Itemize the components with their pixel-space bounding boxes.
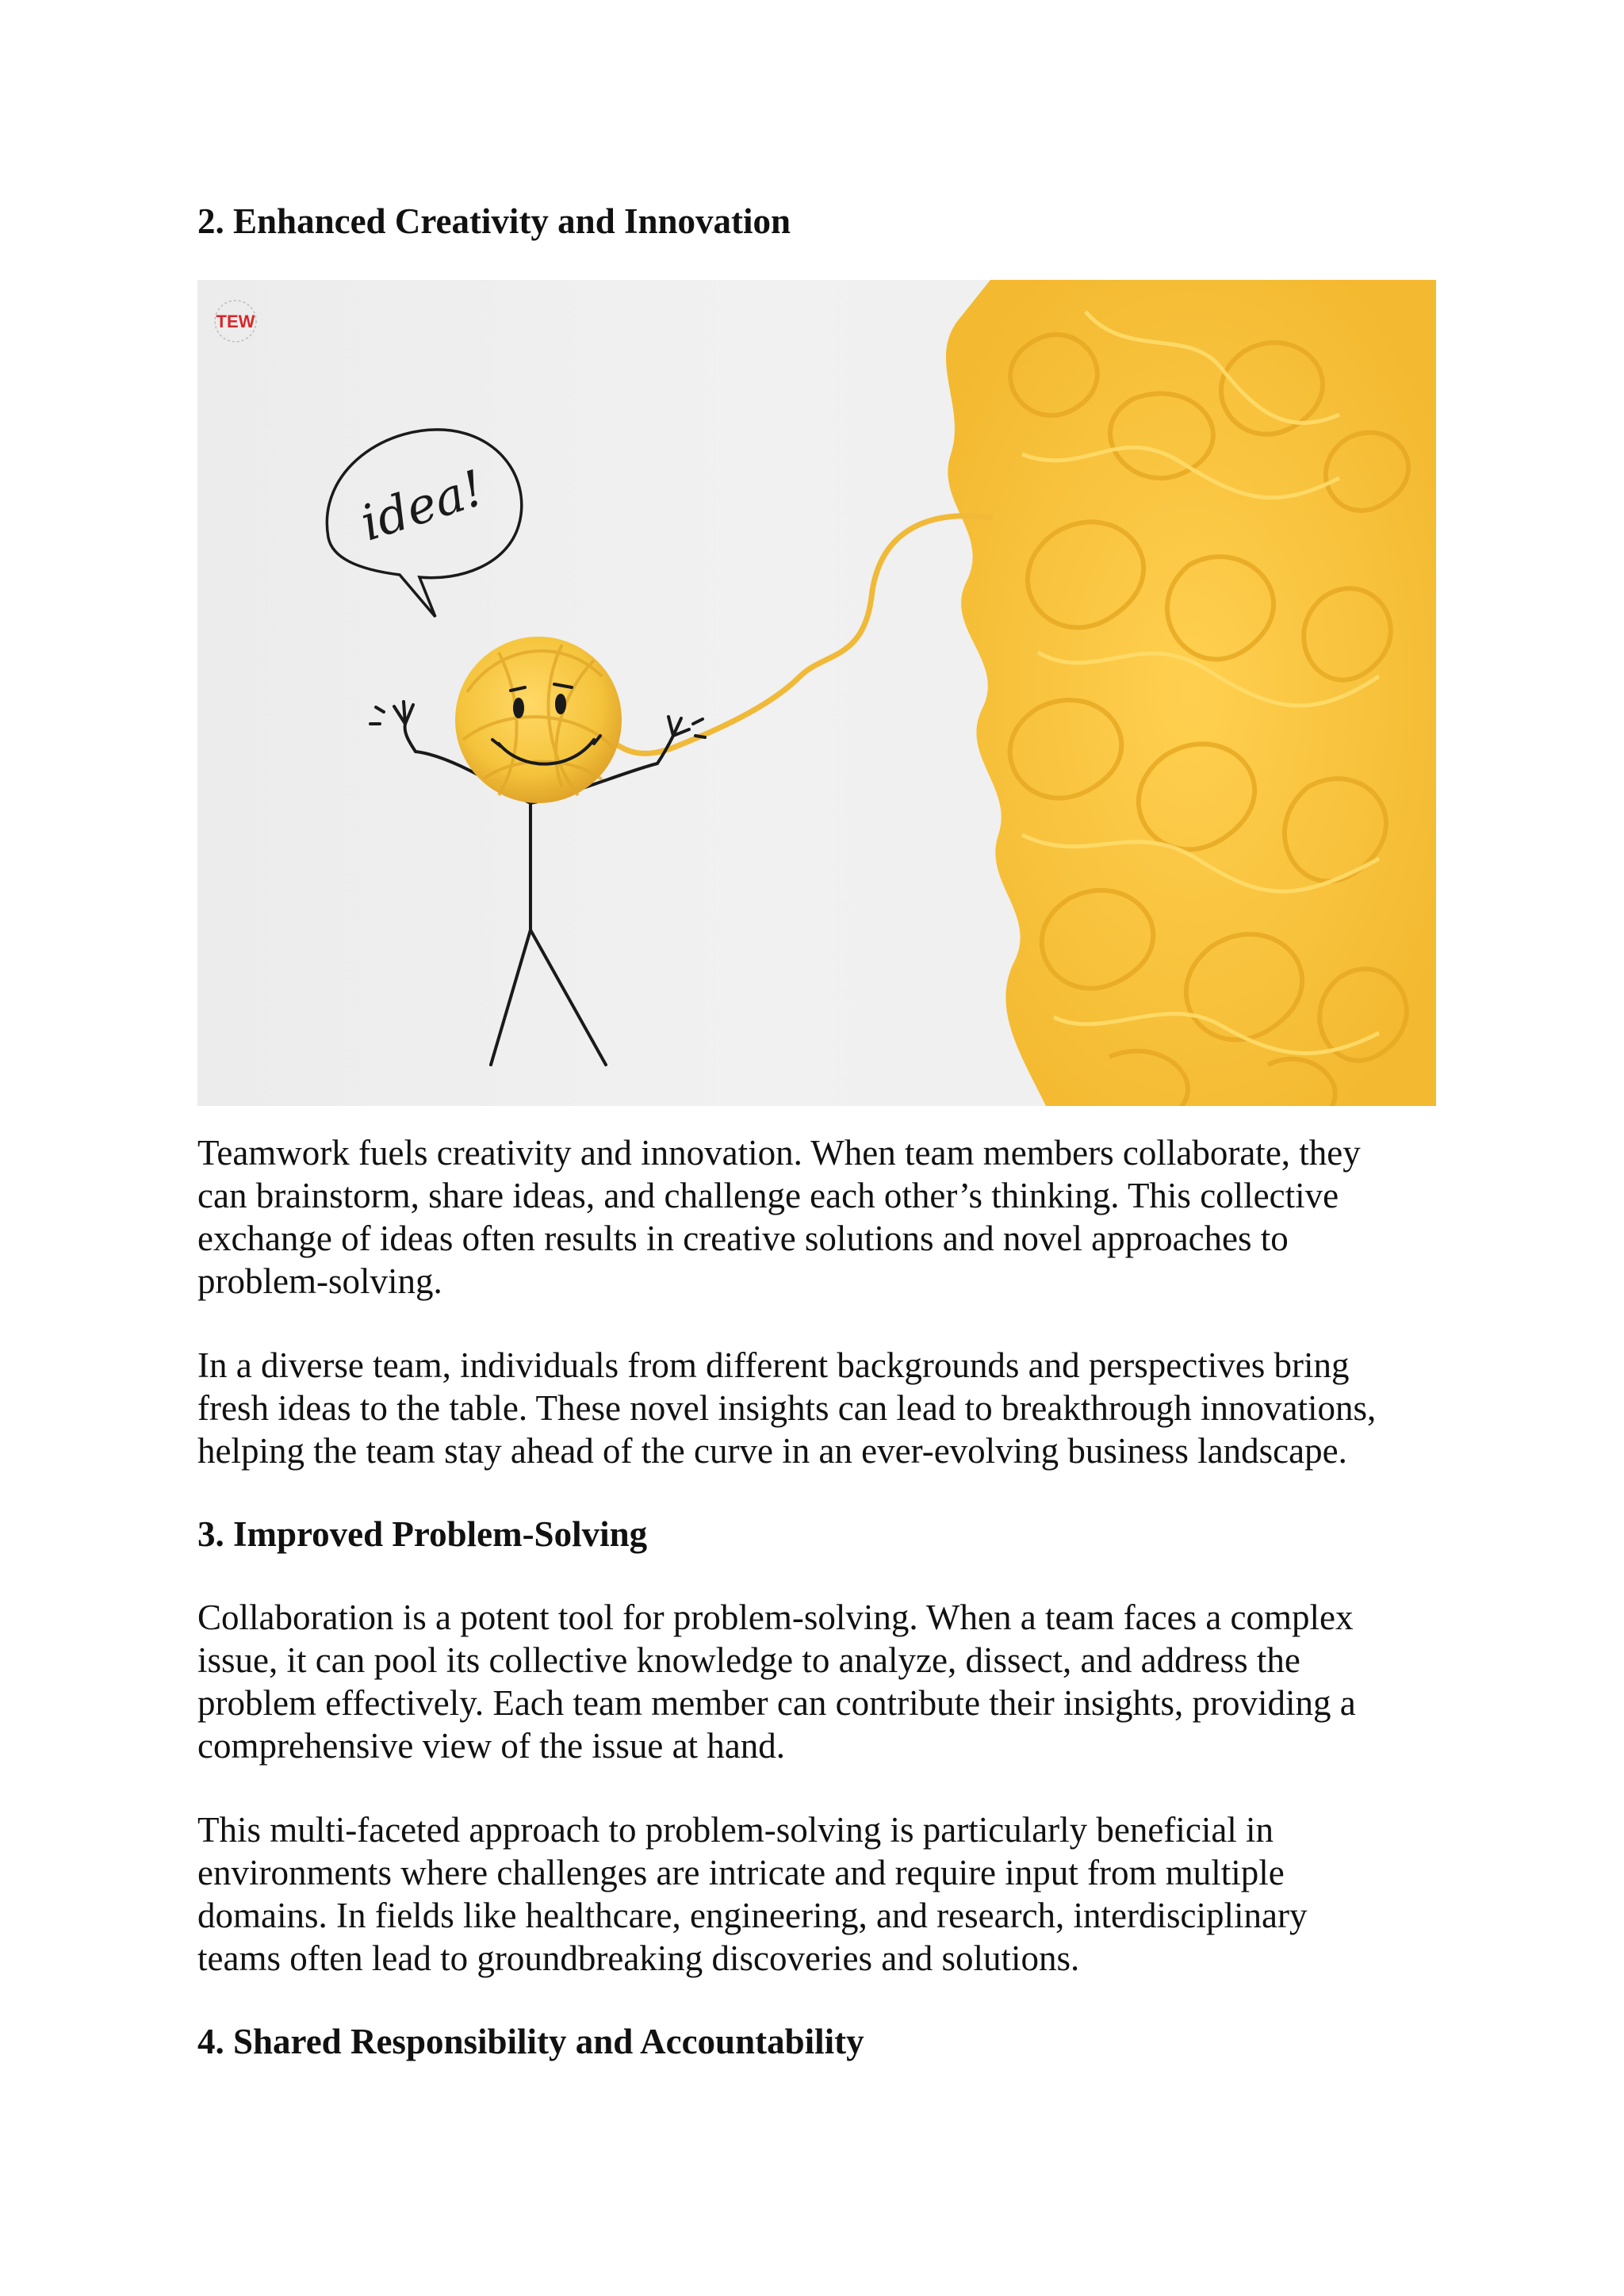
tew-logo [215,300,256,342]
logo-text: TEW [216,312,255,331]
section2-paragraph-1: Teamwork fuels creativity and innovation. When team members collaborate, they can brainstorm, share ideas, and challenge each other’s thinking. This collective exchange of ideas often results in creative solutions and novel approaches to problem-solving. [197,1133,1361,1301]
section-heading-2: 2. Enhanced Creativity and Innovation [197,201,791,241]
section-heading-3: 3. Improved Problem-Solving [197,1514,648,1554]
section3-paragraph-1: Collaboration is a potent tool for problem-solving. When a team faces a complex issue, it can pool its collective knowledge to analyze, dissect, and address the problem effectively. Each team member can contribute their insights, providing a comprehensive view of the issue at hand. [197,1598,1356,1766]
yarn-strand [610,516,990,754]
bubble-text: idea! [353,458,491,553]
idea-yarn-illustration [197,280,1436,1106]
section-heading-4: 4. Shared Responsibility and Accountability [197,2022,864,2061]
section2-paragraph-2: In a diverse team, individuals from different backgrounds and perspectives bring fresh ideas to the table. These novel insights can lead to breakthrough innovations, helping the team stay ahead of the curve in an ever-evolving business landscape. [197,1345,1377,1471]
section3-paragraph-2: This multi-faceted approach to problem-solving is particularly beneficial in environments where challenges are intricate and require input from multiple domains. In fields like healthcare, engineering, and research, interdisciplinary teams often lead to groundbreaking discoveries and solutions. [197,1810,1308,1978]
yarn-pile [946,280,1436,1106]
yarn-ball-head [455,637,622,803]
speech-bubble [327,430,521,617]
